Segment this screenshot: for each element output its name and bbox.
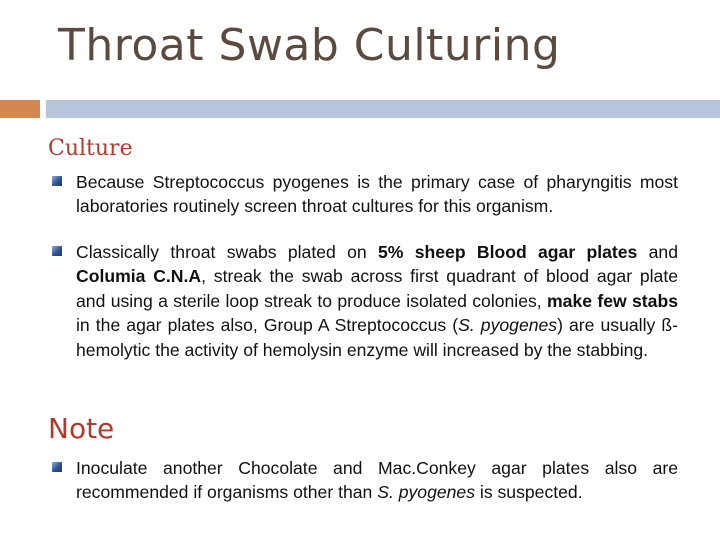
culture-bullet-2: Classically throat swabs plated on 5% sheep Blood agar plates and Columia C.N.A, streak the swab across first quadrant of blood agar plate and using a sterile loop streak to produce isolated colonies, make few stabs in the agar plates also, Group A Streptococcus (S. pyogenes) are usually ß- hemolytic the activity of hemolysin enzyme will increased by the stabbing. xyxy=(76,242,678,360)
note-heading: Note xyxy=(48,412,115,445)
bullet-square-icon xyxy=(52,176,62,186)
note-bullet-1: Inoculate another Chocolate and Mac.Conkey agar plates also are recommended if organisms other than S. pyogenes is suspected. xyxy=(76,458,678,503)
accent-bar-blue xyxy=(46,100,720,118)
culture-heading: Culture xyxy=(48,136,133,161)
accent-bar-orange xyxy=(0,100,40,118)
culture-bullet-1: Because Streptococcus pyogenes is the primary case of pharyngitis most laboratories routinely screen throat cultures for this organism. xyxy=(76,172,678,217)
bullet-square-icon xyxy=(52,462,62,472)
slide-title: Throat Swab Culturing xyxy=(58,20,561,71)
bullet-square-icon xyxy=(52,246,62,256)
